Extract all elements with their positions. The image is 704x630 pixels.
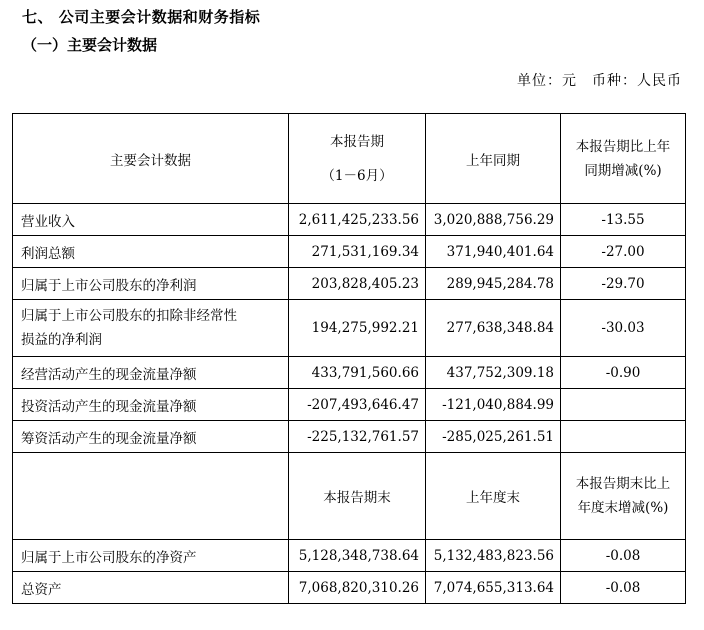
subsection-title: （一）主要会计数据 bbox=[22, 36, 158, 54]
row-change: -27.00 bbox=[561, 236, 686, 268]
table-row bbox=[13, 421, 686, 453]
row-change: -13.55 bbox=[561, 204, 686, 236]
row-prior: -121,040,884.99 bbox=[426, 389, 561, 421]
row-current: 433,791,560.66 bbox=[289, 357, 426, 389]
row-label: 筹资活动产生的现金流量净额 bbox=[13, 421, 289, 453]
row-label bbox=[13, 300, 289, 357]
row-change: -0.08 bbox=[561, 572, 686, 604]
row-label-line1: 归属于上市公司股东的扣除非经常性 bbox=[21, 308, 237, 324]
header-current-period-line2: （1－6月） bbox=[321, 167, 393, 184]
row-current: 2,611,425,233.56 bbox=[289, 204, 426, 236]
header-change-pct-line2: 同期增减(%) bbox=[584, 162, 662, 179]
row-current: 203,828,405.23 bbox=[289, 268, 426, 300]
row-label: 利润总额 bbox=[13, 236, 289, 268]
row-current: -207,493,646.47 bbox=[289, 389, 426, 421]
subheader-prior-year-end: 上年度末 bbox=[426, 453, 561, 540]
header-current-period-line1: 本报告期 bbox=[330, 133, 384, 150]
currency-unit-note: 单位：元 币种：人民币 bbox=[517, 73, 682, 89]
subheader-change-pct-line2: 年度末增减(%) bbox=[577, 500, 669, 516]
table-row bbox=[13, 300, 686, 357]
row-label: 归属于上市公司股东的净利润 bbox=[13, 268, 289, 300]
table-subheader-row bbox=[13, 453, 686, 540]
header-change-pct bbox=[561, 114, 686, 204]
row-prior: 277,638,348.84 bbox=[426, 300, 561, 357]
section-title: 七、 公司主要会计数据和财务指标 bbox=[22, 8, 261, 26]
subheader-period-end: 本报告期末 bbox=[289, 453, 426, 540]
row-current: 271,531,169.34 bbox=[289, 236, 426, 268]
row-current: 5,128,348,738.64 bbox=[289, 540, 426, 572]
subheader-change-pct-line1: 本报告期末比上 bbox=[575, 476, 671, 492]
row-current: -225,132,761.57 bbox=[289, 421, 426, 453]
row-change: -0.08 bbox=[561, 540, 686, 572]
row-change bbox=[561, 421, 686, 453]
row-prior: 437,752,309.18 bbox=[426, 357, 561, 389]
row-change: -30.03 bbox=[561, 300, 686, 357]
row-label: 营业收入 bbox=[13, 204, 289, 236]
row-prior: 7,074,655,313.64 bbox=[426, 572, 561, 604]
row-current: 194,275,992.21 bbox=[289, 300, 426, 357]
table-row bbox=[13, 236, 686, 268]
table-header-row bbox=[13, 114, 686, 204]
row-prior: 3,020,888,756.29 bbox=[426, 204, 561, 236]
table-row bbox=[13, 540, 686, 572]
key-accounting-data-table bbox=[12, 113, 686, 604]
subheader-change-pct bbox=[561, 453, 686, 540]
row-current: 7,068,820,310.26 bbox=[289, 572, 426, 604]
table-row bbox=[13, 389, 686, 421]
table-row bbox=[13, 268, 686, 300]
header-current-period bbox=[289, 114, 426, 204]
row-prior: -285,025,261.51 bbox=[426, 421, 561, 453]
row-change: -29.70 bbox=[561, 268, 686, 300]
header-change-pct-line1: 本报告期比上年 bbox=[575, 138, 671, 155]
header-prior-period: 上年同期 bbox=[426, 114, 561, 204]
row-prior: 371,940,401.64 bbox=[426, 236, 561, 268]
row-label-line2: 损益的净利润 bbox=[21, 332, 102, 348]
table-row bbox=[13, 572, 686, 604]
row-change: -0.90 bbox=[561, 357, 686, 389]
row-change bbox=[561, 389, 686, 421]
table-row bbox=[13, 204, 686, 236]
row-label: 投资活动产生的现金流量净额 bbox=[13, 389, 289, 421]
row-label: 经营活动产生的现金流量净额 bbox=[13, 357, 289, 389]
table-row bbox=[13, 357, 686, 389]
subheader-blank bbox=[13, 453, 289, 540]
row-prior: 5,132,483,823.56 bbox=[426, 540, 561, 572]
header-main-data: 主要会计数据 bbox=[13, 114, 289, 204]
row-label: 归属于上市公司股东的净资产 bbox=[13, 540, 289, 572]
row-prior: 289,945,284.78 bbox=[426, 268, 561, 300]
row-label: 总资产 bbox=[13, 572, 289, 604]
